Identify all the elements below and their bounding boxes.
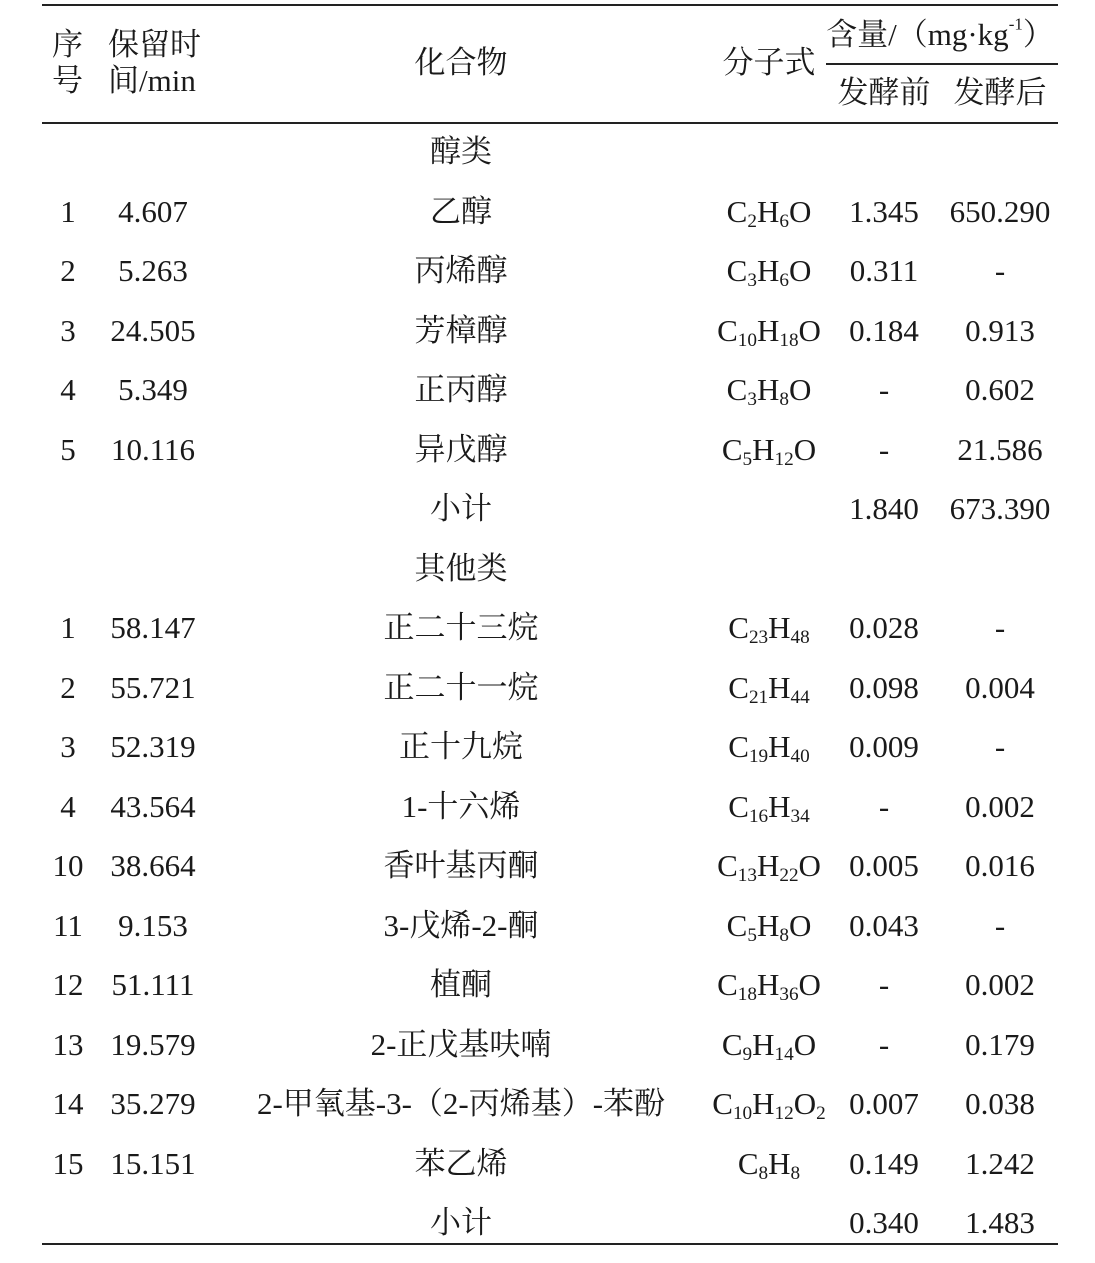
table-row — [0, 182, 1095, 241]
formula-element: C — [721, 431, 743, 467]
retention-time: 5.349 — [118, 372, 188, 407]
subtotal-row — [0, 1193, 1095, 1252]
content-before: - — [878, 788, 890, 824]
content-after: 650.290 — [949, 193, 1051, 229]
formula-element: C — [728, 729, 749, 764]
molecular-formula — [728, 777, 809, 836]
content-before: 0.098 — [849, 669, 919, 705]
compound-name: 香叶基丙酮 — [383, 848, 539, 883]
molecular-formula — [728, 717, 809, 776]
formula-element: H — [756, 312, 780, 348]
formula-element: C — [726, 372, 748, 407]
formula-element: C — [717, 312, 738, 348]
section-title: 其他类 — [414, 550, 508, 586]
formula-element: O — [798, 848, 821, 883]
retention-time: 19.579 — [110, 1026, 196, 1062]
formula-element: H — [768, 788, 791, 824]
formula-element: O — [798, 312, 821, 348]
formula-subscript: 8 — [790, 1162, 801, 1184]
content-before: - — [878, 431, 890, 467]
compound-name: 正二十三烷 — [383, 610, 539, 645]
content-before: 0.007 — [849, 1086, 919, 1121]
molecular-formula — [727, 896, 812, 955]
table-row — [0, 360, 1095, 419]
table-row — [0, 420, 1095, 479]
content-before: - — [878, 967, 890, 1002]
formula-element: O — [798, 967, 821, 1002]
header-content-close: ） — [1022, 17, 1054, 52]
retention-time: 24.505 — [110, 312, 196, 348]
table-row — [0, 301, 1095, 360]
content-after: 1.242 — [965, 1145, 1035, 1181]
formula-subscript: 13 — [737, 864, 757, 886]
formula-element: C — [726, 907, 748, 943]
header-content — [826, 14, 1054, 53]
formula-subscript: 8 — [758, 1162, 769, 1184]
table-row — [0, 1015, 1095, 1074]
molecular-formula — [727, 360, 812, 419]
formula-element: C — [728, 788, 749, 824]
formula-element: H — [756, 253, 780, 288]
content-before: 1.345 — [849, 193, 919, 229]
formula-subscript: 8 — [779, 388, 789, 410]
compound-name: 丙烯醇 — [414, 253, 508, 288]
content-after: 0.016 — [965, 848, 1035, 883]
header-rt-line1: 保留时 — [108, 27, 201, 62]
content-after: - — [994, 907, 1006, 943]
formula-subscript: 3 — [747, 269, 757, 291]
formula-element: C — [728, 669, 749, 705]
molecular-formula — [717, 836, 821, 895]
retention-time: 5.263 — [118, 253, 188, 288]
formula-element: H — [752, 1026, 775, 1062]
retention-time: 35.279 — [110, 1086, 196, 1121]
content-before: 0.311 — [849, 253, 919, 288]
formula-element: H — [768, 669, 791, 705]
top-rule — [42, 4, 1058, 6]
compound-name: 3-戊烯-2-酮 — [383, 907, 539, 943]
row-number: 3 — [60, 729, 76, 764]
row-number: 5 — [60, 431, 76, 467]
subtotal-after: 673.390 — [949, 491, 1051, 526]
formula-subscript: 8 — [779, 924, 789, 946]
header-content-exponent: -1 — [1008, 14, 1023, 34]
formula-element: O — [788, 907, 812, 943]
formula-subscript: 16 — [748, 805, 769, 827]
formula-element: O — [788, 372, 812, 407]
content-after: 0.002 — [965, 788, 1035, 824]
formula-element: H — [756, 907, 780, 943]
content-after: - — [994, 729, 1006, 764]
retention-time: 52.319 — [110, 729, 196, 764]
formula-element: O — [793, 1086, 817, 1121]
formula-element: O — [793, 431, 817, 467]
subtotal-before: 0.340 — [849, 1205, 919, 1240]
formula-element: H — [756, 967, 780, 1002]
retention-time: 58.147 — [110, 610, 196, 645]
compound-name: 2-甲氧基-3-（2-丙烯基）-苯酚 — [256, 1086, 666, 1121]
formula-element: C — [721, 1026, 743, 1062]
table-row — [0, 777, 1095, 836]
formula-element: H — [752, 1086, 775, 1121]
formula-element: H — [768, 610, 791, 645]
formula-subscript: 6 — [779, 269, 789, 291]
formula-subscript: 2 — [816, 1102, 826, 1124]
formula-subscript: 5 — [747, 924, 757, 946]
formula-element: C — [717, 967, 738, 1002]
row-number: 14 — [52, 1086, 84, 1121]
row-number: 2 — [60, 669, 76, 705]
formula-element: C — [712, 1086, 733, 1121]
content-before: 0.149 — [849, 1145, 919, 1181]
retention-time: 38.664 — [110, 848, 196, 883]
subtotal-label: 小计 — [430, 1205, 492, 1240]
content-after: 0.004 — [965, 669, 1035, 705]
section-title: 醇类 — [430, 134, 492, 169]
formula-subscript: 10 — [732, 1102, 753, 1124]
retention-time: 55.721 — [110, 669, 196, 705]
subtotal-before: 1.840 — [849, 491, 919, 526]
molecular-formula — [717, 955, 821, 1014]
table-row — [0, 241, 1095, 300]
content-after: - — [994, 253, 1006, 288]
retention-time: 4.607 — [118, 193, 188, 229]
header-rt-line2: 间/min — [108, 63, 196, 98]
formula-subscript: 9 — [742, 1043, 753, 1065]
content-after: - — [994, 610, 1006, 645]
section-title-row — [0, 122, 1095, 181]
formula-element: H — [756, 372, 780, 407]
formula-element: O — [788, 253, 812, 288]
formula-subscript: 5 — [742, 448, 753, 470]
formula-element: H — [768, 1145, 791, 1181]
row-number: 4 — [60, 788, 76, 824]
formula-subscript: 21 — [748, 686, 769, 708]
compound-name: 1-十六烯 — [401, 788, 521, 824]
content-after: 0.602 — [965, 372, 1035, 407]
molecular-formula — [712, 1074, 825, 1133]
subtotal-label: 小计 — [430, 491, 492, 526]
table-row — [0, 1074, 1095, 1133]
formula-element: H — [756, 848, 780, 883]
compound-name: 异戊醇 — [414, 431, 508, 467]
content-before: 0.009 — [849, 729, 919, 764]
retention-time: 9.153 — [118, 907, 188, 943]
formula-element: C — [737, 1145, 759, 1181]
formula-subscript: 18 — [737, 983, 757, 1005]
row-number: 1 — [60, 193, 76, 229]
header-before: 发酵前 — [837, 75, 931, 110]
row-number: 10 — [52, 848, 84, 883]
compound-name: 芳樟醇 — [414, 312, 508, 348]
molecular-formula — [717, 301, 821, 360]
table-row — [0, 1134, 1095, 1193]
formula-subscript: 19 — [748, 745, 769, 767]
row-number: 15 — [52, 1145, 84, 1181]
content-after: 21.586 — [957, 431, 1043, 467]
molecular-formula — [727, 182, 812, 241]
content-before: - — [878, 1026, 890, 1062]
retention-time: 10.116 — [110, 431, 196, 467]
header-content-text: 含量/（mg·kg — [826, 17, 1009, 52]
formula-subscript: 3 — [747, 388, 757, 410]
table-row — [0, 896, 1095, 955]
header-formula: 分子式 — [722, 45, 816, 80]
formula-subscript: 12 — [774, 1102, 794, 1124]
retention-time: 43.564 — [110, 788, 196, 824]
compound-name: 2-正戊基呋喃 — [370, 1026, 552, 1062]
content-after: 0.038 — [965, 1086, 1035, 1121]
formula-element: C — [726, 253, 748, 288]
formula-subscript: 44 — [790, 686, 810, 708]
formula-element: H — [768, 729, 791, 764]
formula-element: C — [726, 193, 748, 229]
formula-element: C — [717, 848, 738, 883]
compound-name: 植酮 — [430, 967, 492, 1002]
subtotal-row — [0, 479, 1095, 538]
compound-name: 苯乙烯 — [414, 1145, 508, 1181]
row-number: 13 — [52, 1026, 84, 1062]
table-row — [0, 836, 1095, 895]
molecular-formula — [728, 658, 809, 717]
row-number: 3 — [60, 312, 76, 348]
header-after: 发酵后 — [953, 75, 1047, 110]
content-before: 0.184 — [849, 312, 919, 348]
header-no-line1: 序 — [52, 27, 83, 62]
molecular-formula — [727, 241, 812, 300]
formula-element: H — [756, 193, 780, 229]
formula-element: O — [793, 1026, 817, 1062]
formula-element: C — [728, 610, 749, 645]
formula-subscript: 6 — [779, 210, 789, 232]
header-no-line2: 号 — [52, 63, 83, 98]
formula-subscript: 18 — [779, 329, 799, 351]
formula-subscript: 12 — [774, 448, 794, 470]
molecular-formula — [738, 1134, 800, 1193]
row-number: 2 — [60, 253, 76, 288]
formula-subscript: 22 — [779, 864, 799, 886]
content-before: 0.005 — [849, 848, 919, 883]
table-row — [0, 717, 1095, 776]
section-title-row — [0, 539, 1095, 598]
header-compound: 化合物 — [414, 45, 508, 80]
formula-subscript: 48 — [790, 626, 810, 648]
compound-name: 正十九烷 — [399, 729, 523, 764]
content-after: 0.002 — [965, 967, 1035, 1002]
molecular-formula — [722, 420, 816, 479]
content-before: 0.028 — [849, 610, 919, 645]
table-row — [0, 955, 1095, 1014]
row-number: 11 — [53, 907, 83, 943]
table-row — [0, 598, 1095, 657]
formula-subscript: 2 — [747, 210, 757, 232]
formula-subscript: 14 — [774, 1043, 794, 1065]
row-number: 4 — [60, 372, 76, 407]
compound-name: 正丙醇 — [414, 372, 508, 407]
content-after: 0.913 — [965, 312, 1035, 348]
row-number: 12 — [52, 967, 84, 1002]
molecular-formula — [728, 598, 809, 657]
molecular-formula — [722, 1015, 816, 1074]
row-number: 1 — [60, 610, 76, 645]
formula-element: O — [788, 193, 812, 229]
content-subheader-rule — [826, 63, 1058, 65]
formula-subscript: 40 — [790, 745, 810, 767]
table-row — [0, 658, 1095, 717]
content-after: 0.179 — [965, 1026, 1035, 1062]
formula-subscript: 23 — [748, 626, 769, 648]
retention-time: 51.111 — [111, 967, 195, 1002]
subtotal-after: 1.483 — [965, 1205, 1035, 1240]
retention-time: 15.151 — [110, 1145, 196, 1181]
formula-subscript: 10 — [737, 329, 757, 351]
content-before: 0.043 — [849, 907, 919, 943]
content-before: - — [878, 372, 890, 407]
formula-subscript: 34 — [790, 805, 810, 827]
compound-name: 正二十一烷 — [383, 669, 539, 705]
formula-subscript: 36 — [779, 983, 799, 1005]
formula-element: H — [752, 431, 775, 467]
compound-name: 乙醇 — [430, 193, 492, 229]
